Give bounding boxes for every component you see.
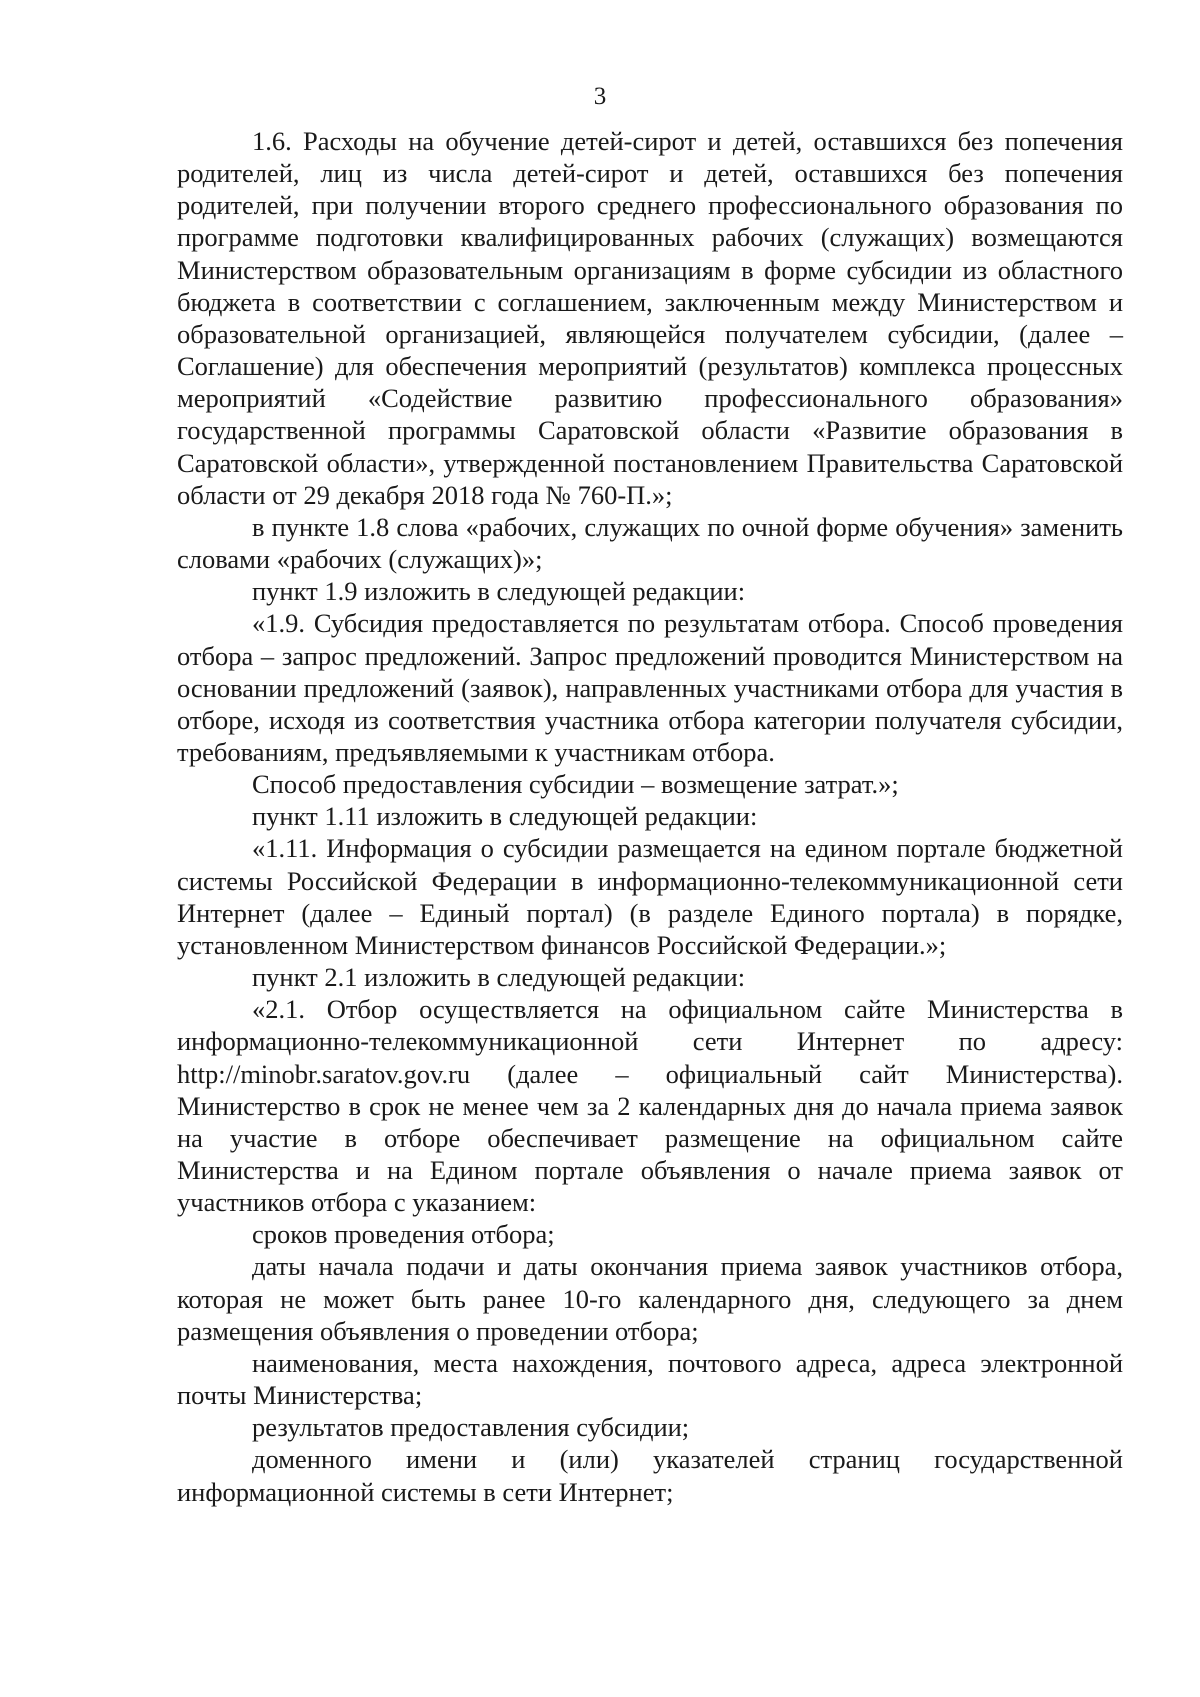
- paragraph-amend-1-8: в пункте 1.8 слова «рабочих, служащих по очной форме обучения» заменить словами «рабочих (служащих)»;: [177, 511, 1123, 575]
- paragraph-2-1: «2.1. Отбор осуществляется на официальном сайте Министерства в информационно-телекоммуникационной сети Интернет по адресу: http://minobr.saratov.gov.ru (далее – официальный сайт Министерства). Министерство в срок не менее чем за 2 календарных дня до начала приема заявок на участие в отборе обеспечивает размещение на официальном сайте Министерства и на Едином портале объявления о начале приема заявок от участников отбора с указанием:: [177, 994, 1123, 1218]
- document-body: [177, 125, 1123, 1508]
- list-item-ministry-contacts: наименования, места нахождения, почтового адреса, адреса электронной почты Министерства;: [177, 1347, 1123, 1411]
- paragraph-1-9: «1.9. Субсидия предоставляется по результатам отбора. Способ проведения отбора – запрос предложений. Запрос предложений проводится Министерством на основании предложений (заявок), направленных участниками отбора для участия в отборе, исходя из соответствия участника отбора категории получателя субсидии, требованиям, предъявляемыми к участникам отбора.: [177, 608, 1123, 767]
- paragraph-intro-1-9: пункт 1.9 изложить в следующей редакции:: [252, 576, 746, 607]
- paragraph-1-6: 1.6. Расходы на обучение детей-сирот и детей, оставшихся без попечения родителей, лиц из числа детей-сирот и детей, оставшихся без попечения родителей, при получении второго среднего профессионального образования по программе подготовки квалифицированных рабочих (служащих) возмещаются Министерством образовательным организациям в форме субсидии из областного бюджета в соответствии с соглашением, заключенным между Министерством и образовательной организацией, являющейся получателем субсидии, (далее – Соглашение) для обеспечения мероприятий (результатов) комплекса процессных мероприятий «Содействие развитию профессионального образования» государственной программы Саратовской области «Развитие образования в Саратовской области», утвержденной постановлением Правительства Саратовской области от 29 декабря 2018 года № 760-П.»;: [177, 126, 1123, 510]
- list-item-selection-terms: сроков проведения отбора;: [252, 1219, 555, 1250]
- paragraph-1-11: «1.11. Информация о субсидии размещается на едином портале бюджетной системы Российской Федерации в информационно-телекоммуникационной сети Интернет (далее – Единый портал) (в разделе Единого портала) в порядке, установленном Министерством финансов Российской Федерации.»;: [177, 833, 1123, 960]
- page-number: 3: [593, 83, 607, 110]
- list-item-domain-name: доменного имени и (или) указателей страниц государственной информационной системы в сети Интернет;: [177, 1444, 1123, 1507]
- list-item-application-dates: даты начала подачи и даты окончания приема заявок участников отбора, которая не может быть ранее 10-го календарного дня, следующего за днем размещения объявления о проведении отбора;: [177, 1251, 1123, 1346]
- paragraph-subsidy-method: Способ предоставления субсидии – возмещение затрат.»;: [252, 769, 899, 800]
- list-item-subsidy-results: результатов предоставления субсидии;: [252, 1412, 690, 1443]
- paragraph-intro-1-11: пункт 1.11 изложить в следующей редакции:: [252, 801, 758, 832]
- paragraph-intro-2-1: пункт 2.1 изложить в следующей редакции:: [252, 962, 746, 993]
